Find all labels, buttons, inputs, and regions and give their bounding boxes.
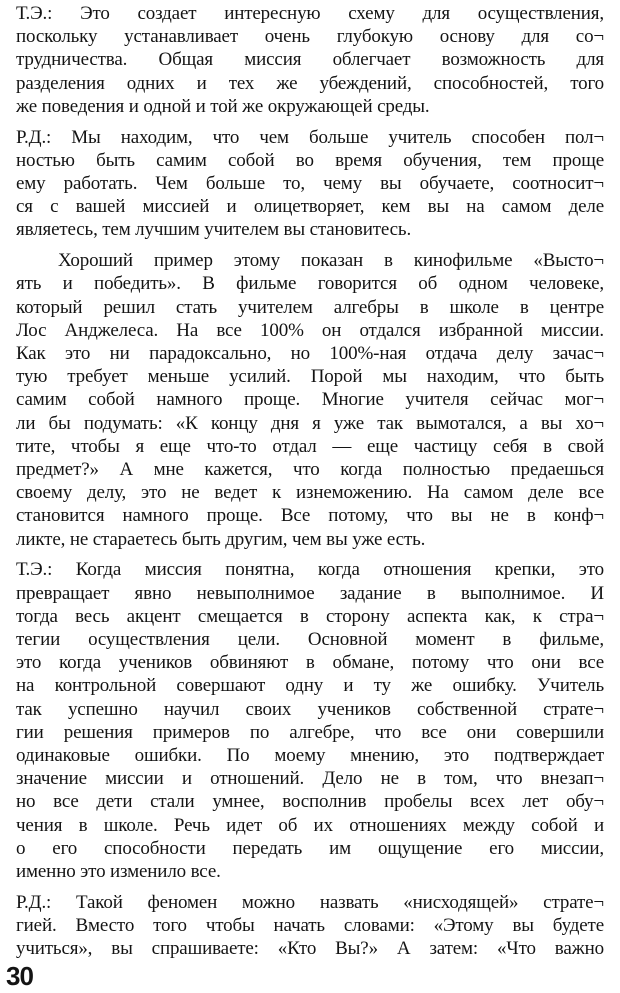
text-line: о его способности передать им ощущение его миссии, [16, 837, 604, 859]
text-line: тегии осуществления цели. Основной момент в фильме, [16, 629, 604, 650]
text-line: который решил стать учителем алгебры в школе в центре [16, 296, 604, 318]
text-line: Как это ни парадоксально, но 100%-ная отдача делу зачас¬ [16, 343, 604, 364]
text-line: учиться», вы спрашиваете: «Кто Вы?» А затем: «Что важно [16, 938, 604, 960]
text-line: же поведения и одной и той же окружающей среды. [16, 95, 430, 117]
text-line: тите, чтобы я еще что-то отдал — еще частицу себя в свой [16, 435, 604, 457]
text-line: трудничества. Общая миссия облегчает возможность для [16, 49, 604, 71]
text-line: чения в школе. Речь идет об их отношениях между собой и [16, 814, 604, 836]
text-line: ли бы подумать: «К концу дня я уже так вымотался, а вы хо¬ [16, 412, 604, 434]
text-line: на контрольной совершают одну и ту же ошибку. Учитель [16, 675, 604, 697]
text-line: становится намного проще. Все потому, что вы не в конф¬ [16, 505, 604, 527]
text-line: Т.Э.: Когда миссия понятна, когда отношения крепки, это [16, 559, 604, 581]
text-line: но все дети стали умнее, восполнив пробелы всех лет обу¬ [16, 791, 604, 813]
page-number: 30 [6, 961, 33, 991]
text-line: значение миссии и отношений. Дело не в том, что внезап¬ [16, 768, 604, 790]
text-line: Хороший пример этому показан в кинофильме «Высто¬ [58, 250, 604, 272]
text-line: ся с вашей миссией и олицетворяет, кем вы на самом деле [16, 196, 604, 218]
text-line: ликте, не стараетесь быть другим, чем вы уже есть. [16, 528, 426, 550]
text-line: Р.Д.: Мы находим, что чем больше учитель способен пол¬ [16, 126, 604, 148]
text-line: так успешно научил своих учеников собственной страте¬ [16, 698, 604, 720]
text-line: тую требует меньше усилий. Порой мы находим, что быть [16, 366, 604, 388]
text-line: это когда учеников обвиняют в обмане, потому что они все [16, 652, 604, 674]
text-line: гии решения примеров по алгебре, что все они совершили [16, 721, 604, 743]
text-line: ему работать. Чем больше то, чему вы обучаете, соотносит¬ [16, 173, 604, 194]
text-line: тогда весь акцент смещается в сторону аспекта как, к стра¬ [16, 605, 604, 627]
text-line: самим собой намного проще. Многие учителя сейчас мог¬ [16, 389, 604, 411]
text-line: именно это изменило все. [16, 861, 221, 882]
text-line: одинаковые ошибки. По моему мнению, это подтверждает [16, 745, 604, 766]
text-line: поскольку устанавливает очень глубокую основу для со¬ [16, 26, 604, 48]
text-line: ностью быть самим собой во время обучения, тем проще [16, 149, 604, 171]
text-line: предмет?» А мне кажется, что когда полностью предаешься [16, 459, 604, 480]
text-line: Лос Анджелеса. На все 100% он отдался избранной миссии. [16, 319, 604, 341]
text-line: являетесь, тем лучшим учителем вы становитесь. [16, 219, 412, 241]
text-line: превращает явно невыполнимое задание в выполнимое. И [16, 582, 604, 604]
text-line: разделения одних и тех же убеждений, способностей, того [16, 72, 604, 94]
text-line: Р.Д.: Такой феномен можно назвать «нисходящей» страте¬ [16, 891, 604, 913]
text-line: ять и победить». В фильме говорится об одном человеке, [16, 273, 604, 295]
text-line: гией. Вместо того чтобы начать словами: «Этому вы будете [16, 915, 604, 936]
text-line: своему делу, это не ведет к изнеможению. На самом деле все [16, 482, 604, 504]
text-line: Т.Э.: Это создает интересную схему для осуществления, [16, 3, 604, 24]
